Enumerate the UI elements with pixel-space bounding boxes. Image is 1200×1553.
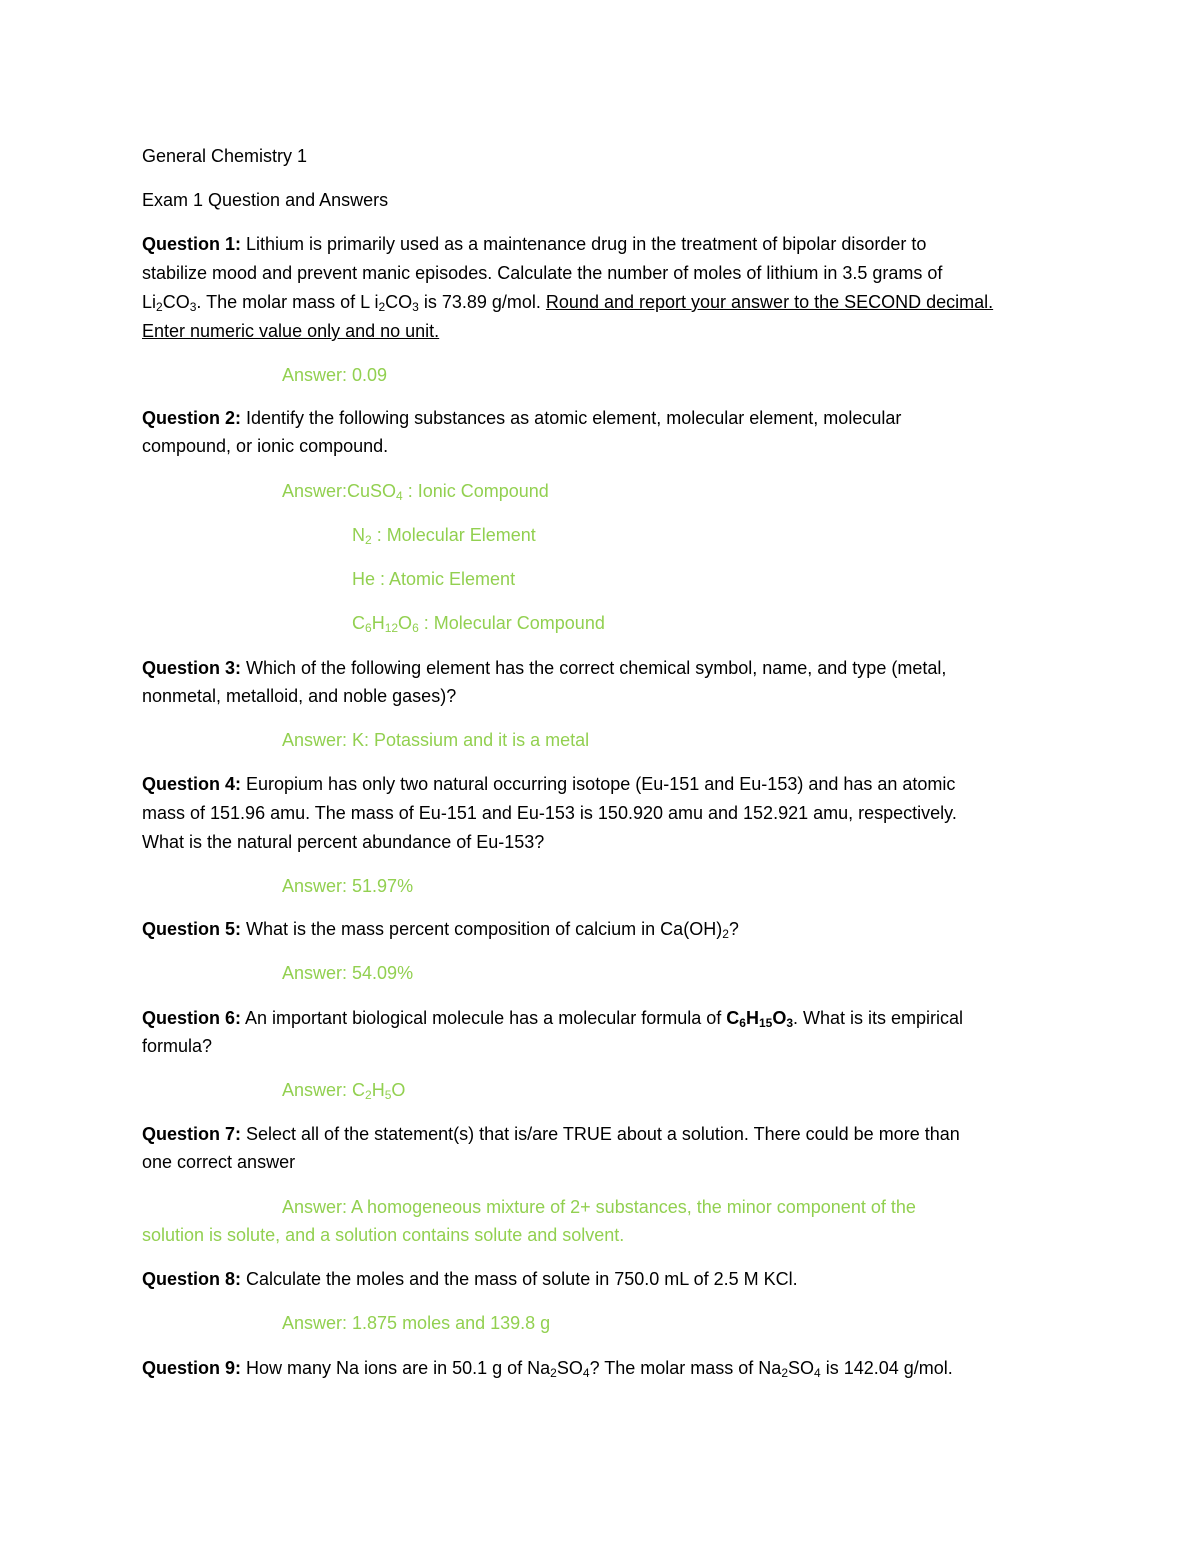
question-2-answer-1: Answer:CuSO$_4$ : Ionic Compound <box>282 481 549 503</box>
question-7-answer-line-2: solution is solute, and a solution contains solute and solvent. <box>142 1225 625 1245</box>
question-4-answer: Answer: 51.97% <box>282 876 414 896</box>
question-1-answer: Answer: 0.09 <box>282 365 388 385</box>
question-1-line-3: $Li_2CO_3$. The molar mass of L $i_2CO_3$ is 73.89 g/mol. Round and report your answer to the SECOND decimal. <box>142 292 994 314</box>
question-2-line-2: compound, or ionic compound. <box>142 436 389 456</box>
question-9-line-1: Question 9: How many Na ions are in 50.1 g of $Na_2SO_4$? The molar mass of $Na_2SO_4$ is 142.04 g/mol. <box>142 1358 953 1380</box>
question-7-line-2: one correct answer <box>142 1152 296 1172</box>
question-3-label: Question 3: <box>142 658 242 678</box>
question-9-label: Question 9: <box>142 1358 242 1378</box>
question-5-line-1: Question 5: What is the mass percent composition of calcium in $Ca(OH)_2$? <box>142 919 739 941</box>
question-2-answer-3: He : Atomic Element <box>352 569 516 589</box>
question-5-answer: Answer: 54.09% <box>282 963 414 983</box>
question-6-line-2: formula? <box>142 1036 213 1056</box>
question-1-label: Question 1: <box>142 234 242 254</box>
question-2-label: Question 2: <box>142 408 242 428</box>
question-3-line-1: Question 3: Which of the following element has the correct chemical symbol, name, and type (metal, <box>142 658 947 678</box>
question-5-label: Question 5: <box>142 919 242 939</box>
question-1-instruction: Round and report your answer to the SECOND decimal. <box>545 292 994 312</box>
question-4-line-1: Question 4: Europium has only two natural occurring isotope (Eu-151 and Eu-153) and has an atomic <box>142 774 956 794</box>
question-6-label: Question 6: <box>142 1008 242 1028</box>
question-1-line-2: stabilize mood and prevent manic episodes. Calculate the number of moles of lithium in 3.5 grams of <box>142 263 943 283</box>
question-8-answer: Answer: 1.875 moles and 139.8 g <box>282 1313 551 1333</box>
question-7-line-1: Question 7: Select all of the statement(s) that is/are TRUE about a solution. There could be more than <box>142 1124 960 1144</box>
question-6-line-1: Question 6: An important biological molecule has a molecular formula of $C_6H_{15}O_3$. What is its empirical <box>142 1008 964 1030</box>
question-1-line-1: Question 1: Lithium is primarily used as a maintenance drug in the treatment of bipolar disorder to <box>142 234 927 254</box>
question-7-answer-line-1: Answer: A homogeneous mixture of 2+ substances, the minor component of the <box>282 1197 916 1217</box>
question-6-answer: Answer: $C_2H_5O$ <box>282 1080 406 1102</box>
question-1-line-4: Enter numeric value only and no unit. <box>142 321 440 341</box>
molecular-formula: $C_6H_{15}O_3$ <box>726 1008 794 1030</box>
question-4-label: Question 4: <box>142 774 242 794</box>
question-2-answer-2: $N_2$ : Molecular Element <box>352 525 536 547</box>
question-2-line-1: Question 2: Identify the following substances as atomic element, molecular element, molecular <box>142 408 902 428</box>
question-4-line-2: mass of 151.96 amu. The mass of Eu-151 and Eu-153 is 150.920 amu and 152.921 amu, respectively. <box>142 803 957 823</box>
document-title: General Chemistry 1 <box>142 146 308 166</box>
question-2-answer-4: $C_6H_{12}O_6$ : Molecular Compound <box>352 613 605 635</box>
question-3-answer: Answer: K: Potassium and it is a metal <box>282 730 590 750</box>
document-subtitle: Exam 1 Question and Answers <box>142 190 389 210</box>
question-4-line-3: What is the natural percent abundance of Eu-153? <box>142 832 545 852</box>
question-8-label: Question 8: <box>142 1269 242 1289</box>
question-8-line-1: Question 8: Calculate the moles and the mass of solute in 750.0 mL of 2.5 M KCl. <box>142 1269 798 1289</box>
question-3-line-2: nonmetal, metalloid, and noble gases)? <box>142 686 457 706</box>
question-7-label: Question 7: <box>142 1124 242 1144</box>
